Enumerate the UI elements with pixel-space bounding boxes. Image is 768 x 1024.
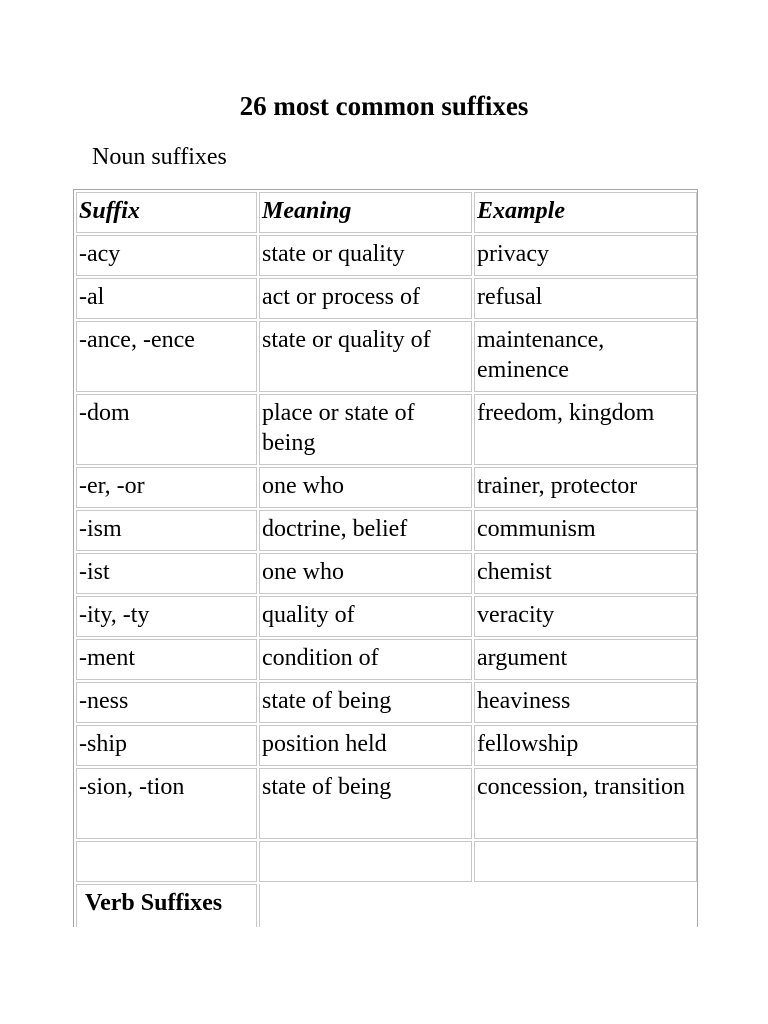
suffix-cell: -al bbox=[76, 278, 257, 319]
meaning-cell: act or process of bbox=[259, 278, 472, 319]
table-row bbox=[76, 394, 697, 465]
example-cell: maintenance, eminence bbox=[474, 321, 697, 392]
example-cell: veracity bbox=[474, 596, 697, 637]
section-heading: Noun suffixes bbox=[92, 144, 227, 170]
table-row bbox=[76, 596, 697, 637]
meaning-cell: position held bbox=[259, 725, 472, 766]
verb-suffixes-heading: Verb Suffixes bbox=[76, 884, 257, 927]
empty-cell bbox=[474, 841, 697, 882]
example-cell: fellowship bbox=[474, 725, 697, 766]
example-cell: freedom, kingdom bbox=[474, 394, 697, 465]
table-row bbox=[76, 768, 697, 839]
example-cell: concession, transition bbox=[474, 768, 697, 839]
example-cell: communism bbox=[474, 510, 697, 551]
example-cell: refusal bbox=[474, 278, 697, 319]
meaning-cell: condition of bbox=[259, 639, 472, 680]
meaning-cell: state of being bbox=[259, 682, 472, 723]
suffix-cell: -ity, -ty bbox=[76, 596, 257, 637]
suffix-cell: -ness bbox=[76, 682, 257, 723]
empty-cell bbox=[259, 841, 472, 882]
table-row bbox=[76, 467, 697, 508]
example-cell: trainer, protector bbox=[474, 467, 697, 508]
suffix-table-container bbox=[73, 189, 698, 927]
meaning-cell: quality of bbox=[259, 596, 472, 637]
page-title: 26 most common suffixes bbox=[239, 91, 529, 121]
table-header-row bbox=[76, 192, 697, 233]
table-row bbox=[76, 321, 697, 392]
verb-section-row bbox=[76, 884, 697, 927]
column-header-suffix: Suffix bbox=[76, 192, 257, 233]
example-cell: argument bbox=[474, 639, 697, 680]
example-cell: chemist bbox=[474, 553, 697, 594]
suffix-cell: -ment bbox=[76, 639, 257, 680]
table-row bbox=[76, 639, 697, 680]
column-header-example: Example bbox=[474, 192, 697, 233]
table-row bbox=[76, 235, 697, 276]
empty-table-row bbox=[76, 841, 697, 882]
suffix-table bbox=[74, 190, 698, 927]
suffix-cell: -sion, -tion bbox=[76, 768, 257, 839]
suffix-cell: -ist bbox=[76, 553, 257, 594]
table-row bbox=[76, 725, 697, 766]
empty-cell bbox=[76, 841, 257, 882]
table-row bbox=[76, 553, 697, 594]
suffix-cell: -ism bbox=[76, 510, 257, 551]
meaning-cell: state or quality bbox=[259, 235, 472, 276]
suffix-cell: -er, -or bbox=[76, 467, 257, 508]
column-header-meaning: Meaning bbox=[259, 192, 472, 233]
table-row bbox=[76, 278, 697, 319]
meaning-cell: one who bbox=[259, 553, 472, 594]
suffix-cell: -ship bbox=[76, 725, 257, 766]
meaning-cell: doctrine, belief bbox=[259, 510, 472, 551]
meaning-cell: state or quality of bbox=[259, 321, 472, 392]
blank-cell bbox=[259, 884, 697, 927]
suffix-cell: -dom bbox=[76, 394, 257, 465]
meaning-cell: one who bbox=[259, 467, 472, 508]
example-cell: privacy bbox=[474, 235, 697, 276]
meaning-cell: place or state of being bbox=[259, 394, 472, 465]
table-row bbox=[76, 682, 697, 723]
suffix-cell: -acy bbox=[76, 235, 257, 276]
meaning-cell: state of being bbox=[259, 768, 472, 839]
example-cell: heaviness bbox=[474, 682, 697, 723]
suffix-cell: -ance, -ence bbox=[76, 321, 257, 392]
table-row bbox=[76, 510, 697, 551]
